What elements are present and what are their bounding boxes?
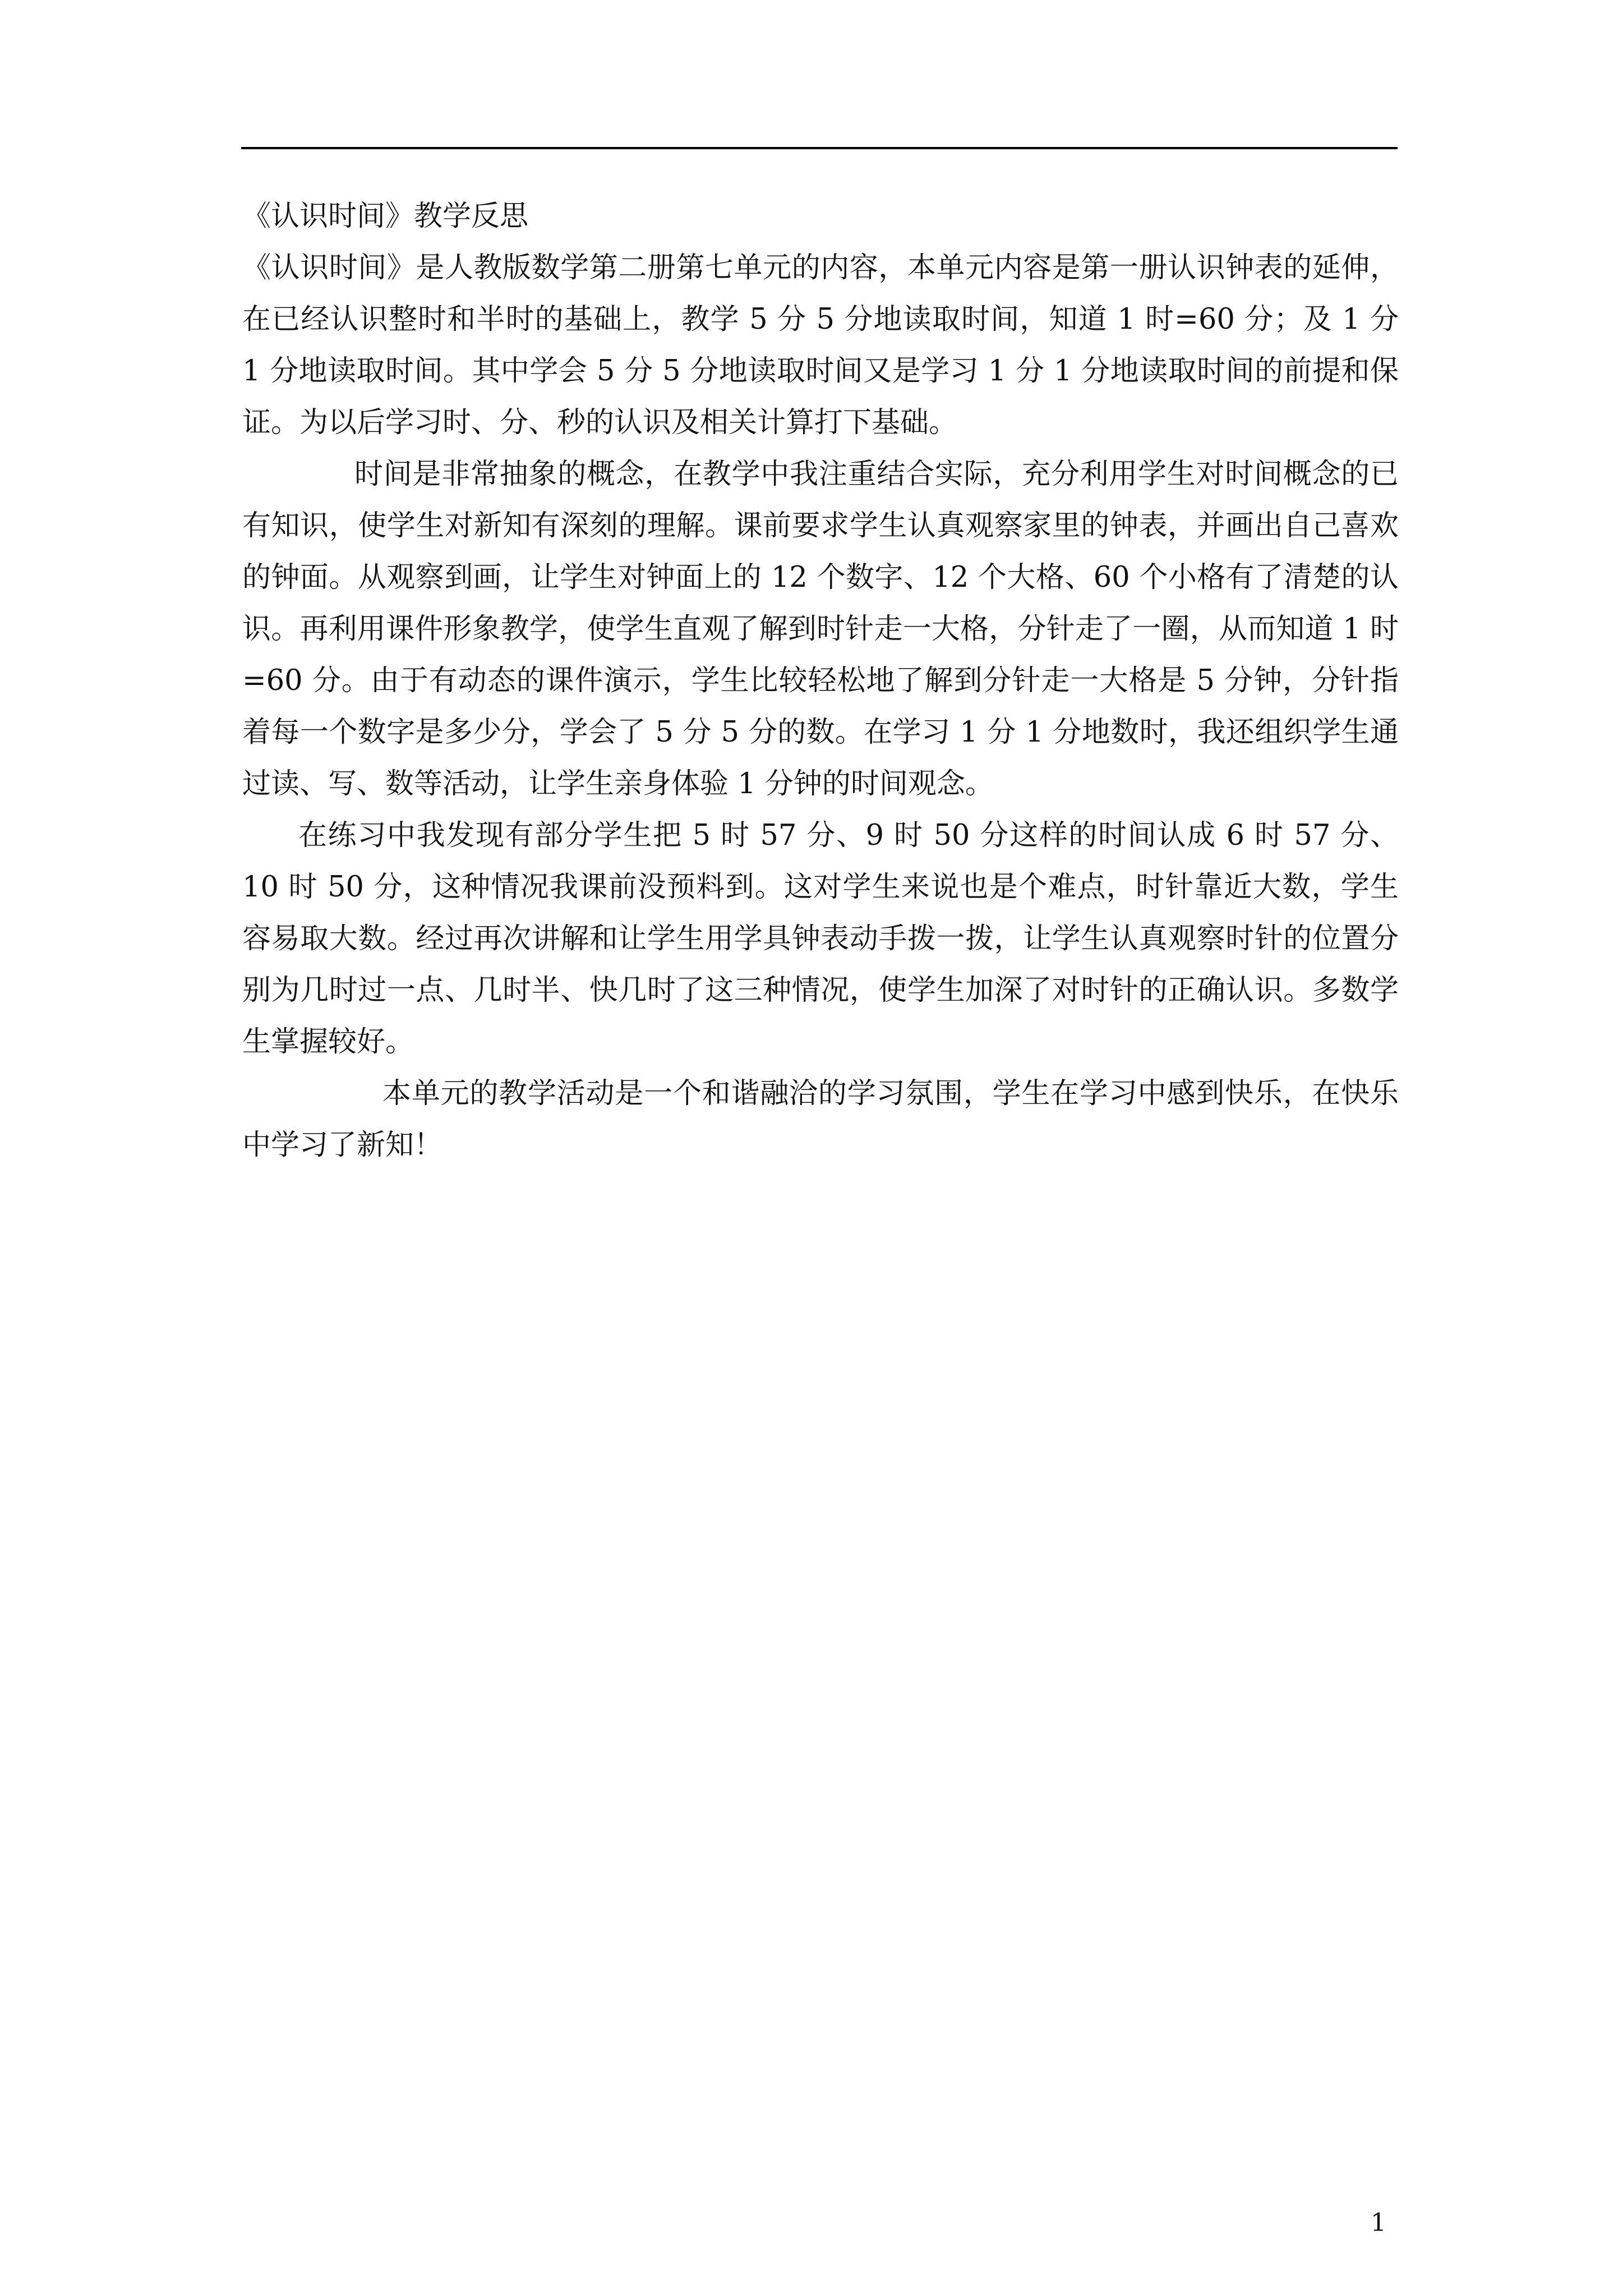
header-rule bbox=[241, 147, 1398, 149]
paragraph-conclusion: 本单元的教学活动是一个和谐融洽的学习氛围，学生在学习中感到快乐，在快乐中学习了新知！ bbox=[242, 1077, 1399, 1162]
paragraph-concept: 时间是非常抽象的概念，在教学中我注重结合实际，充分利用学生对时间概念的已有知识，使学生对新知有深刻的理解。课前要求学生认真观察家里的钟表，并画出自己喜欢的钟面。从观察到画，让学生对钟面上的 12 个数字、12 个大格、60 个小格有了清楚的认识。再利用课件形象教学，使学生直观了解到时针走一大格，分针走了一圈，从而知道 1 时=60 分。由于有动态的课件演示，学生比较轻松地了解到分针走一大格是 5 分钟，分针指着每一个数字是多少分，学会了 5 分 5 分的数。在学习 1 分 1 分地数时，我还组织学生通过读、写、数等活动，让学生亲身体验 1 分钟的时间观念。 bbox=[242, 458, 1399, 800]
page-number: 1 bbox=[1371, 2208, 1386, 2237]
paragraph-practice: 在练习中我发现有部分学生把 5 时 57 分、9 时 50 分这样的时间认成 6 时 57 分、10 时 50 分，这种情况我课前没预料到。这对学生来说也是个难点，时针靠近大数，学生容易取大数。经过再次讲解和让学生用学具钟表动手拨一拨，让学生认真观察时针的位置分别为几时过一点、几时半、快几时了这三种情况，使学生加深了对时针的正确认识。多数学生掌握较好。 bbox=[242, 819, 1399, 1059]
document-title: 《认识时间》教学反思 bbox=[242, 200, 529, 233]
paragraph-intro: 《认识时间》是人教版数学第二册第七单元的内容，本单元内容是第一册认识钟表的延伸，在已经认识整时和半时的基础上，教学 5 分 5 分地读取时间，知道 1 时=60 分；及 1 分 1 分地读取时间。其中学会 5 分 5 分地读取时间又是学习 1 分 1 分地读取时间的前提和保证。为以后学习时、分、秒的认识及相关计算打下基础。 bbox=[242, 251, 1399, 439]
document-body bbox=[242, 191, 1399, 1171]
